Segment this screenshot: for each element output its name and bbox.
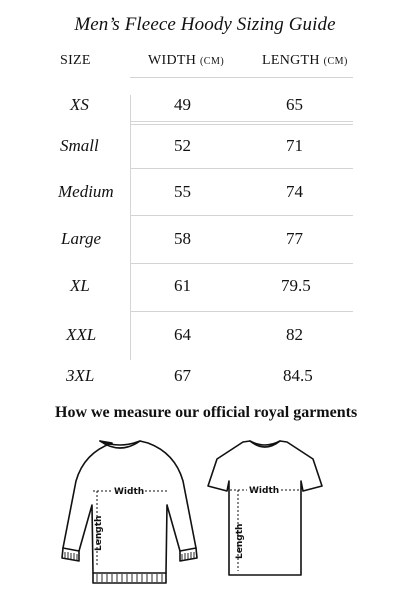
table-row <box>0 325 410 349</box>
tshirt-measure-diagram <box>205 433 345 583</box>
size-cell: XXL <box>66 325 97 344</box>
table-row <box>0 229 410 253</box>
length-cell: 74 <box>286 182 303 201</box>
size-cell: Medium <box>58 182 114 201</box>
length-cell: 77 <box>286 229 303 248</box>
table-row <box>0 366 410 390</box>
length-cell: 79.5 <box>281 276 311 295</box>
size-cell: Large <box>61 229 101 248</box>
length-cell: 82 <box>286 325 303 344</box>
sweater-outline <box>63 441 196 573</box>
width-cell: 61 <box>174 276 191 295</box>
size-cell: XS <box>70 95 89 114</box>
length-cell: 65 <box>286 95 303 114</box>
sweater-measure-diagram <box>40 433 200 593</box>
width-cell: 52 <box>174 136 191 155</box>
tshirt-width-label: Width <box>249 486 280 496</box>
sweater-width-label: Width <box>114 487 145 497</box>
page-title: Men’s Fleece Hoody Sizing Guide <box>74 14 336 35</box>
sweater-waistband <box>93 573 166 583</box>
length-cell: 71 <box>286 136 303 155</box>
table-row <box>0 95 410 119</box>
table-row <box>0 136 410 160</box>
width-cell: 55 <box>174 182 191 201</box>
size-column-header: SIZE <box>60 53 91 68</box>
tshirt-outline <box>208 441 322 575</box>
table-column-divider <box>130 95 131 360</box>
width-cell: 58 <box>174 229 191 248</box>
table-divider <box>130 311 353 312</box>
table-divider <box>130 121 353 122</box>
table-row <box>0 182 410 206</box>
size-cell: Small <box>60 136 99 155</box>
sweater-length-label: Length <box>94 515 104 551</box>
length-column-header: LENGTH (CM) <box>262 53 348 68</box>
measure-title: How we measure our official royal garments <box>55 404 358 421</box>
width-cell: 49 <box>174 95 191 114</box>
width-cell: 67 <box>174 366 191 385</box>
length-cell: 84.5 <box>283 366 313 385</box>
size-cell: 3XL <box>66 366 95 385</box>
width-column-header: WIDTH (CM) <box>148 53 225 68</box>
size-cell: XL <box>70 276 90 295</box>
tshirt-length-label: Length <box>235 523 245 559</box>
width-cell: 64 <box>174 325 191 344</box>
table-divider <box>130 215 353 216</box>
table-row <box>0 276 410 300</box>
table-divider <box>130 124 353 125</box>
table-divider <box>130 168 353 169</box>
table-divider <box>130 263 353 264</box>
table-divider <box>130 77 353 78</box>
